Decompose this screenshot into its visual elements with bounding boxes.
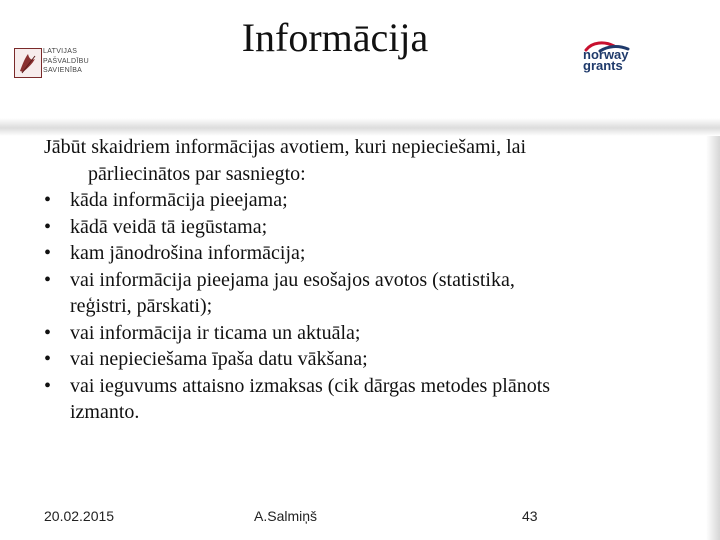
bullet-icon: • [44,374,52,397]
intro-line: Jābūt skaidriem informācijas avotiem, kuri nepieciešami, lai [44,136,527,158]
bullet-icon: • [44,348,52,370]
slide-title: Informācija [241,15,429,60]
grants-line: grants [583,58,623,73]
bullet-line: kāda informācija pieejama; [70,189,288,211]
bullet-item [44,240,684,267]
footer-page-number: 43 [522,508,538,524]
bullet-item [44,214,684,241]
bullet-item [44,346,684,373]
bullet-icon: • [44,321,52,344]
bullet-line: vai nepieciešama īpaša datu vākšana; [70,348,368,370]
footer-author: A.Salmiņš [254,508,318,524]
bullet-icon: • [44,242,52,264]
bullet-icon: • [44,268,52,291]
bullet-line: vai informācija ir ticama un aktuāla; [70,321,361,344]
lps-logo-line: LATVIJAS [43,48,78,55]
footer-date: 20.02.2015 [44,508,115,524]
lps-logo-line: PAŠVALDĪBU [43,57,89,65]
bullet-item [44,187,684,214]
norway-grants-logo [578,40,638,80]
bullet-line: izmanto. [70,401,140,423]
norway-grants-text [583,49,629,71]
slide-header [0,0,720,128]
slide-body [44,134,684,426]
bullet-line: vai informācija pieejama jau esošajos avotos (statistika, [70,268,515,291]
intro-line-indented: pārliecinātos par sasniegto: [88,162,306,185]
bullet-icon: • [44,189,52,211]
bullet-item [44,320,684,347]
bullet-line: kam jānodrošina informācija; [70,242,306,264]
bullet-icon: • [44,215,52,238]
bullet-list [44,187,684,426]
intro-paragraph [44,134,684,187]
norway-line: norway [583,47,629,62]
lps-logo-line: SAVIENĪBA [43,67,83,74]
bullet-item [44,267,684,320]
bullet-line: vai ieguvums attaisno izmaksas (cik dārgas metodes plānots [70,374,551,397]
bullet-line: kādā veidā tā iegūstama; [70,215,268,238]
bullet-line: reģistri, pārskati); [70,295,213,317]
bullet-item [44,373,684,426]
